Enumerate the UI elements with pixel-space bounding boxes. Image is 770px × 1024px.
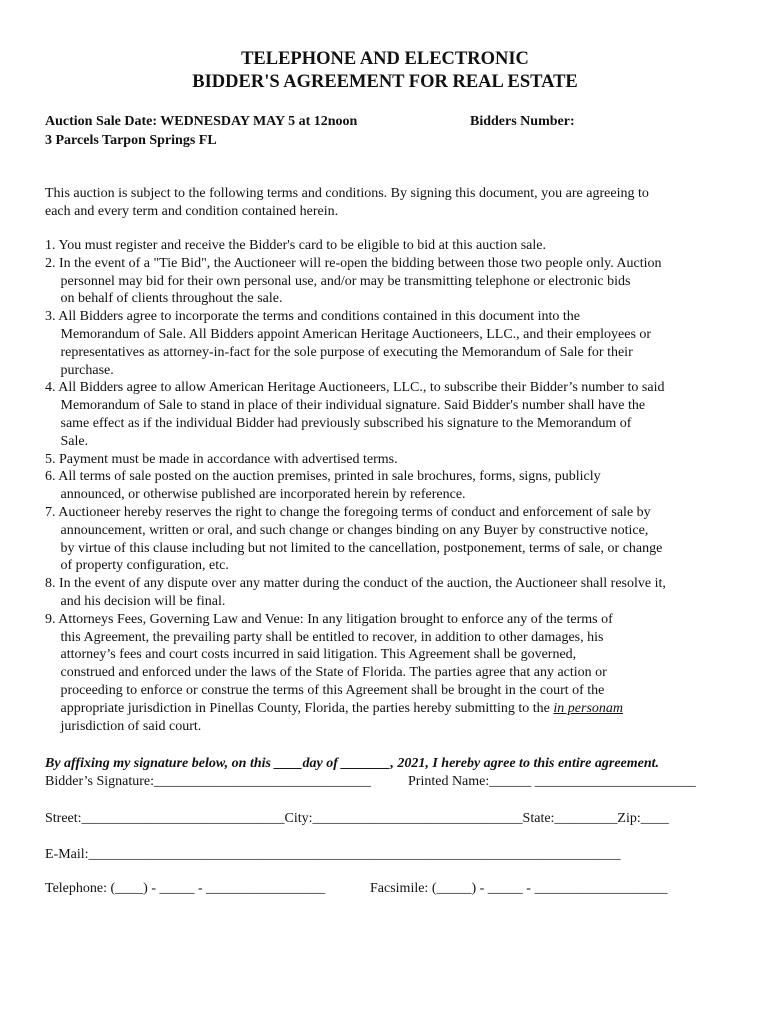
term-9-line-1: 9. Attorneys Fees, Governing Law and Venue: In any litigation brought to enforce any of the terms of xyxy=(45,611,613,627)
intro-line-1: This auction is subject to the following terms and conditions. By signing this document, you are agreeing to xyxy=(45,186,649,201)
term-7-line-2: announcement, written or oral, and such change or changes binding on any Buyer by constructive notice, xyxy=(60,522,649,538)
term-7-line-1: 7. Auctioneer hereby reserves the right to change the foregoing terms of conduct and enforcement of sale by xyxy=(45,504,651,520)
printed-name-field[interactable]: Printed Name:______ _______________________ xyxy=(408,774,696,789)
term-3-line-2: Memorandum of Sale. All Bidders appoint American Heritage Auctioneers, LLC., and their employees or xyxy=(60,326,652,342)
term-2-line-3: on behalf of clients throughout the sale. xyxy=(60,291,283,307)
term-8-line-1: 8. In the event of any dispute over any matter during the conduct of the auction, the Auctioneer shall resolve it, xyxy=(45,576,666,592)
term-1-line-1: 1. You must register and receive the Bidder's card to be eligible to bid at this auction sale. xyxy=(45,238,546,253)
term-9-line-2: this Agreement, the prevailing party shall be entitled to recover, in addition to other damages, his xyxy=(60,629,604,645)
term-5-line-1: 5. Payment must be made in accordance with advertised terms. xyxy=(45,451,398,467)
term-9-line-3: attorney’s fees and court costs incurred in said litigation. This Agreement shall be governed, xyxy=(60,647,577,663)
term-4-line-2: Memorandum of Sale to stand in place of their individual signature. Said Bidder's number shall have the xyxy=(60,398,646,414)
telephone-field[interactable]: Telephone: (____) - _____ - _________________ xyxy=(45,881,326,896)
agreement-statement: By affixing my signature below, on this ____day of _______, 2021, I hereby agree to this entire agreement. xyxy=(45,756,660,771)
term-3-line-4: purchase. xyxy=(60,362,114,378)
bidders-number-label: Bidders Number: xyxy=(470,114,575,129)
term-9-line-6-text: appropriate jurisdiction in Pinellas County, Florida, the parties hereby submitting to the xyxy=(60,700,550,716)
document-title-line2: BIDDER'S AGREEMENT FOR REAL ESTATE xyxy=(192,72,578,92)
in-personam-emphasis: in personam xyxy=(553,700,624,716)
address-fields[interactable]: Street:_____________________________City:______________________________State:_________Zip:____ xyxy=(45,811,669,826)
term-4-line-1: 4. All Bidders agree to allow American Heritage Auctioneers, LLC., to subscribe their Bidder’s number to said xyxy=(45,380,665,396)
term-2-line-1: 2. In the event of a "Tie Bid", the Auctioneer will re-open the bidding between those two people only. Auction xyxy=(45,255,662,271)
term-9-line-4: construed and enforced under the laws of the State of Florida. The parties agree that any action or xyxy=(60,665,607,681)
parcels-location: 3 Parcels Tarpon Springs FL xyxy=(45,133,217,148)
term-9-line-6 xyxy=(45,700,735,718)
term-9-line-7: jurisdiction of said court. xyxy=(60,718,202,734)
term-3-line-1: 3. All Bidders agree to incorporate the terms and conditions contained in this document into the xyxy=(45,309,580,325)
term-4-line-3: same effect as if the individual Bidder had previously subscribed his signature to the Memorandum of xyxy=(60,415,632,431)
term-8-line-2: and his decision will be final. xyxy=(60,593,226,609)
terms-list xyxy=(45,237,735,735)
term-4-line-4: Sale. xyxy=(60,433,89,449)
facsimile-field[interactable]: Facsimile: (_____) - _____ - ___________________ xyxy=(370,881,668,896)
document-title-line1: TELEPHONE AND ELECTRONIC xyxy=(241,49,529,69)
term-6-line-2: announced, or otherwise published are incorporated herein by reference. xyxy=(60,487,466,503)
term-2-line-2: personnel may bid for their own personal use, and/or may be transmitting telephone or electronic bids xyxy=(60,273,631,289)
auction-sale-date: Auction Sale Date: WEDNESDAY MAY 5 at 12noon xyxy=(45,114,358,129)
bidder-signature-field[interactable]: Bidder’s Signature:_______________________________ xyxy=(45,774,372,789)
email-field[interactable]: E-Mail:____________________________________________________________________________ xyxy=(45,847,621,862)
term-6-line-1: 6. All terms of sale posted on the auction premises, printed in sale brochures, forms, signs, publicly xyxy=(45,469,601,485)
intro-line-2: each and every term and condition contained herein. xyxy=(45,204,339,219)
term-3-line-3: representatives as attorney-in-fact for the sole purpose of executing the Memorandum of Sale for their xyxy=(60,344,633,360)
term-9-line-5: proceeding to enforce or construe the terms of this Agreement shall be brought in the court of the xyxy=(60,682,605,698)
term-7-line-3: by virtue of this clause including but not limited to the cancellation, postponement, terms of sale, or change xyxy=(60,540,663,556)
term-7-line-4: of property configuration, etc. xyxy=(60,558,229,574)
